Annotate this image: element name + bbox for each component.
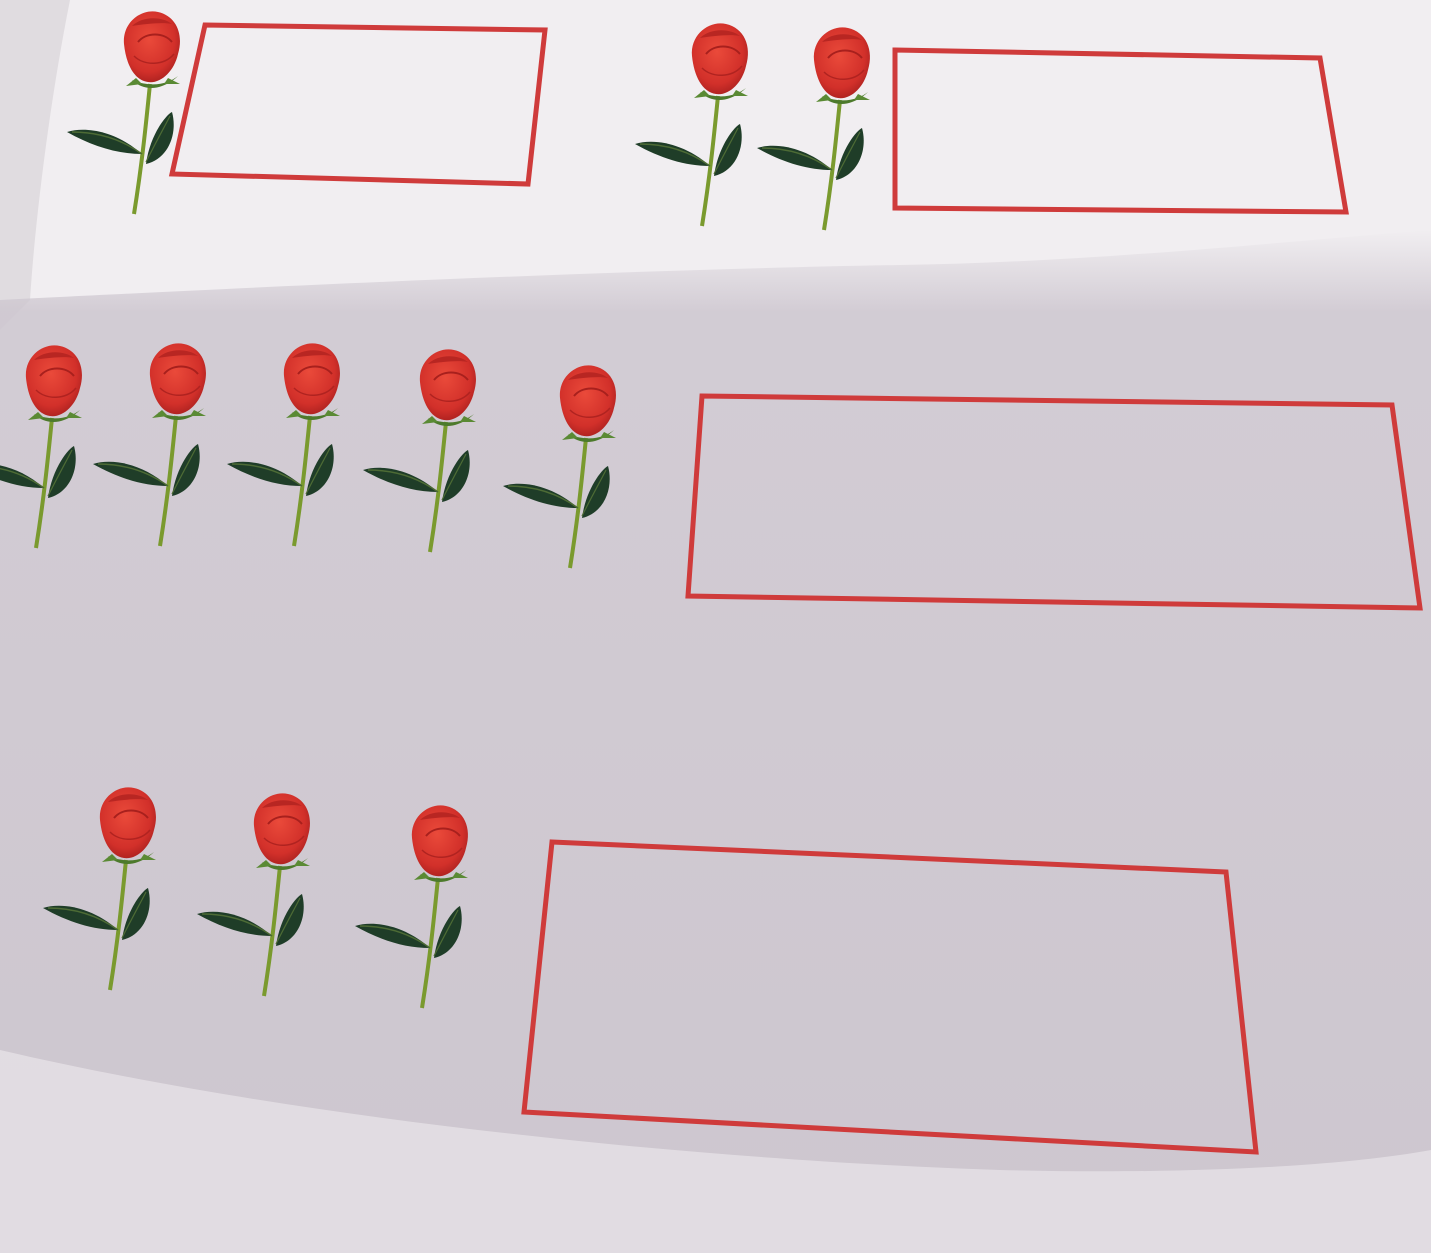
worksheet-photo (0, 0, 1431, 1253)
